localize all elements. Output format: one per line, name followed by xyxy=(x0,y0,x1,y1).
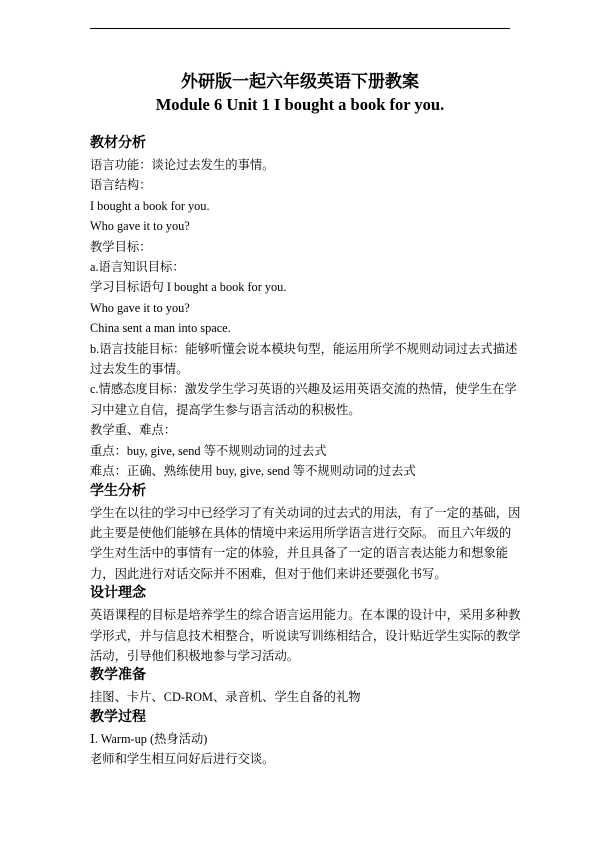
section-prep xyxy=(90,687,520,707)
text-line: 学形式，并与信息技术相整合，听说读写训练相结合，设计贴近学生实际的教学 xyxy=(90,628,521,643)
document-body xyxy=(90,134,520,770)
section-heading-design: 设计理念 xyxy=(90,586,146,602)
text-line: 学生在以往的学习中已经学习了有关动词的过去式的用法，有了一定的基础，因 xyxy=(90,505,521,520)
text-line: I bought a book for you. xyxy=(90,198,210,213)
text-line: 老师和学生相互问好后进行交谈。 xyxy=(90,752,275,767)
text-line: 教学重、难点： xyxy=(90,423,177,438)
section-heading-students: 学生分析 xyxy=(90,483,146,499)
text-line: 此主要是使他们能够在具体的情境中来运用所学语言进行交际。 而且六年级的 xyxy=(90,525,512,540)
page-title: 外研版一起六年级英语下册教案 xyxy=(181,72,419,91)
section-design xyxy=(90,605,520,666)
text-line: 力，因此进行对话交际并不困难，但对于他们来讲还要强化书写。 xyxy=(90,566,447,581)
text-line: c.情感态度目标：激发学生学习英语的兴趣及运用英语交流的热情，使学生在学 xyxy=(90,382,517,397)
text-line: b.语言技能目标：能够听懂会说本模块句型，能运用所学不规则动词过去式描述 xyxy=(90,341,518,356)
section-materials xyxy=(90,155,520,482)
text-line: 学习目标语句 I bought a book for you. xyxy=(90,280,287,295)
header-rule xyxy=(90,28,510,29)
text-line: China sent a man into space. xyxy=(90,321,231,336)
text-line: 学生对生活中的事情有一定的体验，并且具备了一定的语言表达能力和想象能 xyxy=(90,546,509,561)
text-line: 活动，引导他们积极地参与学习活动。 xyxy=(90,648,300,663)
text-line: 难点：正确、熟练使用 buy, give, send 等不规则动词的过去式 xyxy=(90,464,416,479)
section-students xyxy=(90,503,520,585)
text-line: Ⅰ. Warm-up (热身活动) xyxy=(90,731,208,746)
text-line: 语言结构： xyxy=(90,178,152,193)
section-heading-materials: 教材分析 xyxy=(90,136,146,151)
text-line: 重点：buy, give, send 等不规则动词的过去式 xyxy=(90,443,327,458)
page-subtitle: Module 6 Unit 1 I bought a book for you. xyxy=(155,95,445,114)
text-line: 教学目标： xyxy=(90,239,152,254)
section-heading-prep: 教学准备 xyxy=(90,668,146,684)
text-line: a.语言知识目标： xyxy=(90,260,185,275)
text-line: Who gave it to you? xyxy=(90,300,190,315)
text-line: 挂图、卡片、CD-ROM、录音机、学生自备的礼物 xyxy=(90,690,361,705)
text-line: 英语课程的目标是培养学生的综合语言运用能力。在本课的设计中，采用多种教 xyxy=(90,608,521,623)
section-process xyxy=(90,729,520,770)
text-line: Who gave it to you? xyxy=(90,219,190,234)
section-heading-process: 教学过程 xyxy=(90,709,146,725)
text-line: 语言功能：谈论过去发生的事情。 xyxy=(90,158,275,172)
text-line: 习中建立自信，提高学生参与语言活动的积极性。 xyxy=(90,402,361,417)
text-line: 过去发生的事情。 xyxy=(90,362,189,377)
